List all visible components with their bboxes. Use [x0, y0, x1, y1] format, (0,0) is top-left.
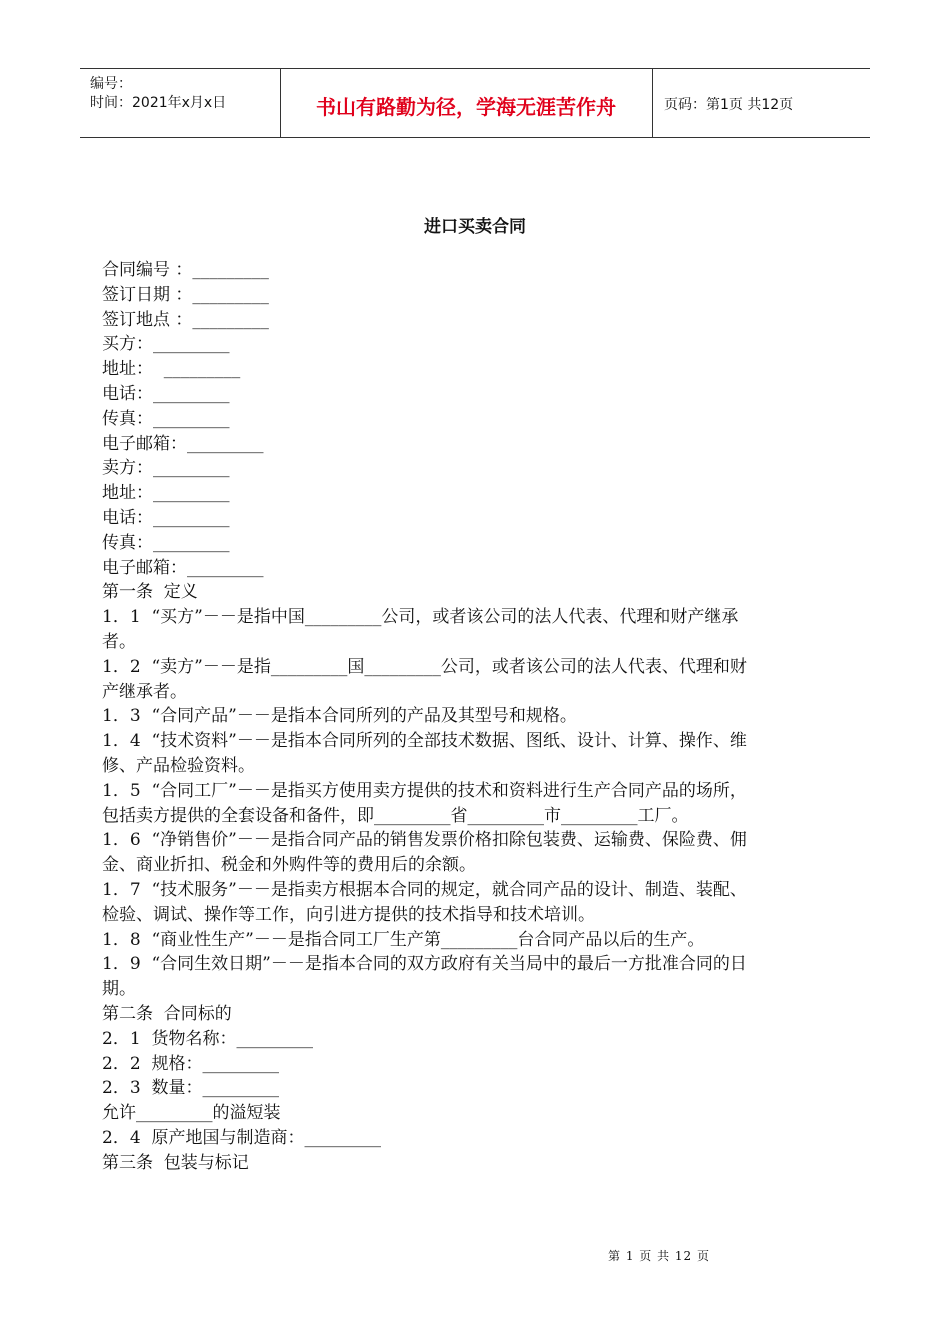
document-line: 地址：_________ — [102, 483, 230, 504]
document-line: 2．4 原产地国与制造商：_________ — [102, 1127, 381, 1148]
document-line: 1．8 “商业性生产”－－是指合同工厂生产第_________台合同产品以后的生产。 — [102, 929, 705, 950]
document-line: 1．5 “合同工厂”－－是指买方使用卖方提供的技术和资料进行生产合同产品的场所， — [102, 780, 747, 801]
document-line: 地址： _________ — [102, 359, 241, 380]
document-line: 1．7 “技术服务”－－是指卖方根据本合同的规定，就合同产品的设计、制造、装配、 — [102, 879, 747, 900]
document-line: 1．6 “净销售价”－－是指合同产品的销售发票价格扣除包装费、运输费、保险费、佣 — [102, 830, 747, 851]
document-line: 1．2 “卖方”－－是指_________国_________公司，或者该公司的法人代表、代理和财 — [102, 656, 747, 677]
serial-label: 编号： — [90, 76, 132, 92]
document-line: 金、商业折扣、税金和外购件等的费用后的余额。 — [102, 855, 476, 876]
page-info: 页码：第1页 共12页 — [664, 97, 794, 113]
header-left-cell — [80, 69, 281, 137]
document-line: 2．2 规格：_________ — [102, 1053, 279, 1074]
document-line: 第二条 合同标的 — [102, 1003, 232, 1024]
document-line: 签订日期 ：_________ — [102, 284, 269, 305]
document-line: 1．3 “合同产品”－－是指本合同所列的产品及其型号和规格。 — [102, 706, 577, 727]
date-line: 时间：2021年x月x日 — [90, 95, 227, 111]
document-line: 包括卖方提供的全套设备和备件，即_________省_________市_________工厂。 — [102, 805, 689, 826]
document-line: 传真：_________ — [102, 532, 230, 553]
document-line: 电话：_________ — [102, 507, 230, 528]
page-footer: 第 1 页 共 12 页 — [608, 1249, 710, 1263]
document-line: 2．1 货物名称：_________ — [102, 1028, 313, 1049]
document-line: 买方：_________ — [102, 334, 230, 355]
document-line: 传真：_________ — [102, 408, 230, 429]
motto: 书山有路勤为径，学海无涯苦作舟 — [316, 95, 616, 119]
document-line: 允许_________的溢短装 — [102, 1103, 281, 1124]
document-line: 修、产品检验资料。 — [102, 755, 255, 776]
document-body — [102, 258, 850, 1175]
document-line: 1．1 “买方”－－是指中国_________公司，或者该公司的法人代表、代理和财产继承 — [102, 607, 739, 628]
document-line: 1．9 “合同生效日期”－－是指本合同的双方政府有关当局中的最后一方批准合同的日 — [102, 954, 747, 975]
document-line: 电话：_________ — [102, 383, 230, 404]
document-line: 签订地点 ：_________ — [102, 309, 269, 330]
document-line: 合同编号 ：_________ — [102, 260, 269, 280]
document-line: 者。 — [102, 631, 136, 652]
document-line: 1．4 “技术资料”－－是指本合同所列的全部技术数据、图纸、设计、计算、操作、维 — [102, 731, 747, 752]
document-line: 电子邮箱：_________ — [102, 433, 264, 454]
document-line: 产继承者。 — [102, 681, 187, 702]
document-title: 进口买卖合同 — [424, 217, 526, 237]
document-line: 第一条 定义 — [102, 582, 198, 603]
document-line: 电子邮箱：_________ — [102, 557, 264, 578]
document-line: 期。 — [102, 979, 136, 1000]
header-motto-cell — [280, 69, 653, 137]
document-line: 第三条 包装与标记 — [102, 1152, 249, 1173]
document-line: 卖方：_________ — [102, 458, 230, 479]
document-line: 检验、调试、操作等工作，向引进方提供的技术指导和技术培训。 — [102, 904, 595, 925]
document-line: 2．3 数量：_________ — [102, 1078, 279, 1099]
header-page-cell — [654, 69, 870, 137]
page-header — [80, 68, 870, 138]
